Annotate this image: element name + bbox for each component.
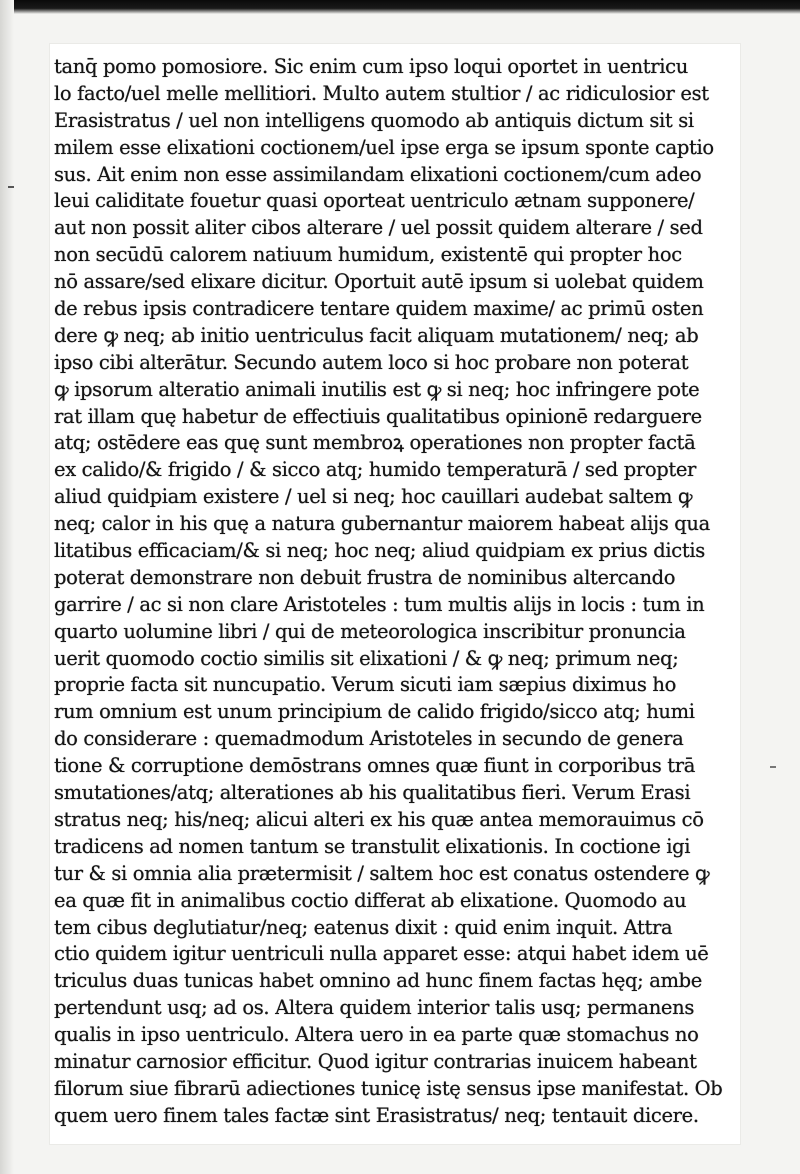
- text-line: atq; ostēdere eas quę sunt membroꝝ operationes non propter factā: [54, 431, 696, 455]
- text-line: lo facto/uel melle mellitiori. Multo autem stultior / ac ridiculosior est: [54, 81, 709, 105]
- text-line: pertendunt usq; ad os. Altera quidem interior talis usq; permanens: [54, 996, 694, 1020]
- text-line: aliud quidpiam existere / uel si neq; hoc cauillari audebat saltem ꝙ: [54, 485, 693, 509]
- text-line: neq; calor in his quę a natura gubernantur maiorem habeat alijs qua: [54, 512, 710, 536]
- text-line: tur & si omnia alia prætermisit / saltem hoc est conatus ostendere ꝙ: [54, 861, 710, 885]
- text-line: triculus duas tunicas habet omnino ad hunc finem factas hęq; ambe: [54, 969, 702, 993]
- text-line: tanq̄ pomo pomosiore. Sic enim cum ipso loqui oportet in uentricu: [54, 55, 688, 78]
- text-line: tione & corruptione demōstrans omnes quæ fiunt in corporibus trā: [54, 754, 696, 778]
- text-line: minatur carnosior efficitur. Quod igitur contrarias inuicem habeant: [54, 1049, 697, 1073]
- text-line: rum omnium est unum principium de calido frigido/sicco atq; humi: [54, 700, 695, 724]
- text-line: ex calido/& frigido / & sicco atq; humido temperaturā / sed propter: [54, 458, 696, 482]
- text-line: qualis in ipso uentriculo. Altera uero in ea parte quæ stomachus no: [54, 1023, 699, 1047]
- text-line: ea quæ fit in animalibus coctio differat ab elixatione. Quomodo au: [54, 888, 687, 912]
- text-line: Erasistratus / uel non intelligens quomodo ab antiquis dictum sit si: [54, 108, 694, 132]
- text-line: leui caliditate fouetur quasi oporteat uentriculo ætnam supponere/: [54, 189, 695, 213]
- text-line: milem esse elixationi coctionem/uel ipse erga se ipsum sponte captio: [54, 135, 714, 159]
- text-line: de rebus ipsis contradicere tentare quidem maxime/ ac primū osten: [54, 297, 704, 321]
- margin-mark: [770, 766, 776, 768]
- text-line: stratus neq; his/neq; alicui alteri ex his quæ antea memorauimus cō: [54, 807, 704, 831]
- book-page: [50, 44, 740, 1144]
- text-line: sus. Ait enim non esse assimilandam elixationi coctionem/cum adeo: [54, 162, 702, 186]
- text-line: poterat demonstrare non debuit frustra de nominibus altercando: [54, 565, 676, 589]
- text-line: tradicens ad nomen tantum se transtulit elixationis. In coctione igi: [54, 834, 691, 858]
- text-line: rat illam quę habetur de effectiuis qualitatibus opinionē redarguere: [54, 404, 702, 428]
- text-line: garrire / ac si non clare Aristoteles : tum multis alijs in locis : tum in: [54, 592, 705, 616]
- text-line: aut non possit aliter cibos alterare / uel possit quidem alterare / sed: [54, 216, 703, 240]
- text-line: uerit quomodo coctio similis sit elixationi / & ꝙ neq; primum neq;: [54, 646, 679, 670]
- text-line: quarto uolumine libri / qui de meteorologica inscribitur pronuncia: [54, 619, 686, 643]
- text-line: quem uero finem tales factæ sint Erasistratus/ neq; tentauit dicere.: [54, 1103, 699, 1127]
- text-line: smutationes/atq; alterationes ab his qualitatibus fieri. Verum Erasi: [54, 781, 691, 805]
- scan-left-shadow: [0, 0, 14, 1174]
- text-line: tem cibus deglutiatur/neq; eatenus dixit : quid enim inquit. Attra: [54, 915, 673, 939]
- text-line: nō assare/sed elixare dicitur. Oportuit autē ipsum si uolebat quidem: [54, 270, 704, 294]
- text-line: non secūdū calorem natiuum humidum, existentē qui propter hoc: [54, 243, 682, 267]
- text-line: dere ꝙ neq; ab initio uentriculus facit aliquam mutationem/ neq; ab: [54, 323, 699, 347]
- scan-top-edge: [0, 0, 800, 14]
- body-text: [54, 54, 730, 1130]
- text-line: ꝙ ipsorum alteratio animali inutilis est ꝙ si neq; hoc infringere pote: [54, 377, 700, 401]
- text-line: litatibus efficaciam/& si neq; hoc neq; aliud quidpiam ex prius dictis: [54, 539, 705, 563]
- margin-mark: [8, 186, 14, 188]
- text-line: proprie facta sit nuncupatio. Verum sicuti iam sæpius diximus ho: [54, 673, 677, 697]
- text-line: filorum siue fibrarū adiectiones tunicę istę sensus ipse manifestat. Ob: [54, 1076, 723, 1100]
- text-line: ctio quidem igitur uentriculi nulla apparet esse: atqui habet idem uē: [54, 942, 709, 966]
- text-line: do considerare : quemadmodum Aristoteles in secundo de genera: [54, 727, 684, 751]
- text-line: ipso cibi alterātur. Secundo autem loco si hoc probare non poterat: [54, 350, 689, 374]
